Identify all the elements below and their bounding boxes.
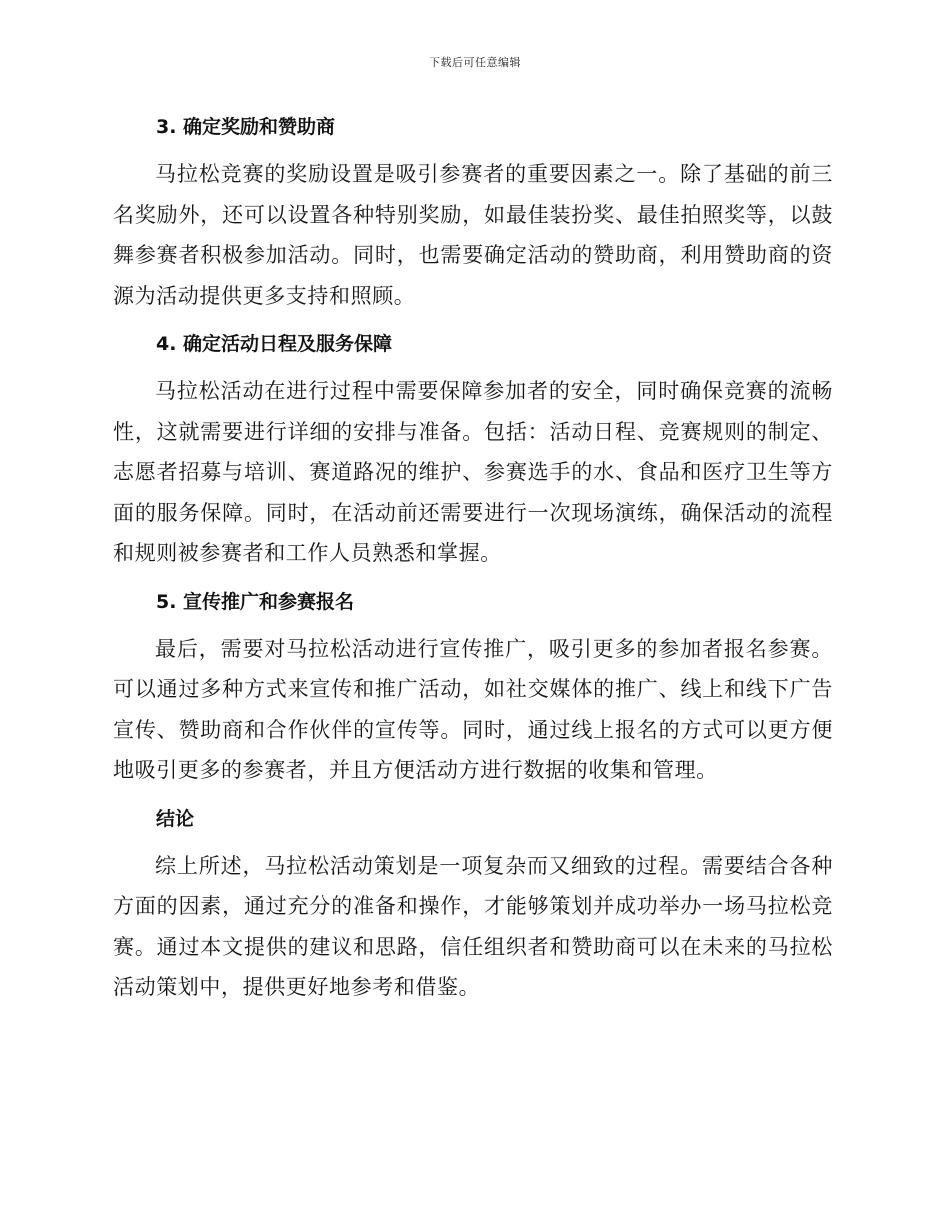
document-body: [113, 110, 833, 1019]
section-heading: 3. 确定奖励和赞助商: [156, 116, 336, 138]
section-promotion-registration: [113, 585, 833, 791]
section-paragraph: 马拉松竞赛的奖励设置是吸引参赛者的重要因素之一。除了基础的前三名奖励外，还可以设置各种特别奖励，如最佳装扮奖、最佳拍照奖等，以鼓舞参赛者积极参加活动。同时，也需要确定活动的赞助商，利用赞助商的资源为活动提供更多支持和照顾。: [113, 162, 833, 308]
section-heading: 4. 确定活动日程及服务保障: [156, 333, 393, 355]
section-schedule-services: [113, 327, 833, 574]
section-awards-sponsors: [113, 110, 833, 316]
section-paragraph: 综上所述，马拉松活动策划是一项复杂而又细致的过程。需要结合各种方面的因素，通过充分的准备和操作，才能够策划并成功举办一场马拉松竞赛。通过本文提供的建议和思路，信任组织者和赞助商可以在未来的马拉松活动策划中，提供更好地参考和借鉴。: [113, 853, 833, 999]
section-paragraph: 最后，需要对马拉松活动进行宣传推广，吸引更多的参加者报名参赛。可以通过多种方式来宣传和推广活动，如社交媒体的推广、线上和线下广告宣传、赞助商和合作伙伴的宣传等。同时，通过线上报名的方式可以更方便地吸引更多的参赛者，并且方便活动方进行数据的收集和管理。: [113, 636, 833, 782]
header-note: 下载后可任意编辑: [429, 56, 521, 69]
section-paragraph: 马拉松活动在进行过程中需要保障参加者的安全，同时确保竞赛的流畅性，这就需要进行详细的安排与准备。包括：活动日程、竞赛规则的制定、志愿者招募与培训、赛道路况的维护、参赛选手的水、食品和医疗卫生等方面的服务保障。同时，在活动前还需要进行一次现场演练，确保活动的流程和规则被参赛者和工作人员熟悉和掌握。: [113, 379, 833, 565]
section-heading: 结论: [156, 807, 195, 830]
section-conclusion: [113, 802, 833, 1008]
section-heading: 5. 宣传推广和参赛报名: [156, 590, 355, 613]
